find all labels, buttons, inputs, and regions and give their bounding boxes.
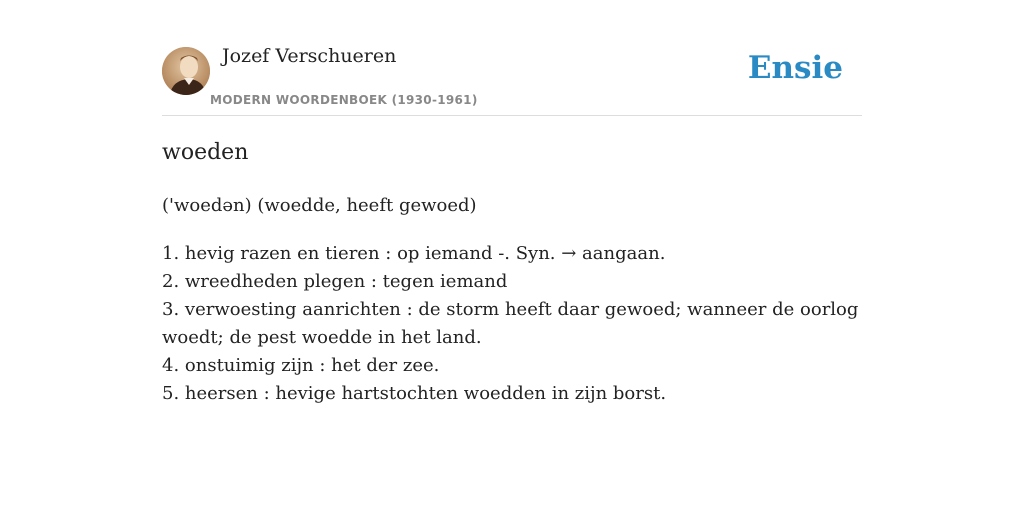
avatar[interactable] (162, 47, 210, 95)
definition-item: 5. heersen : hevige hartstochten woedden in zijn borst. (162, 383, 667, 404)
definition-list (162, 240, 862, 408)
source-label[interactable]: MODERN WOORDENBOEK (1930-1961) (210, 93, 478, 107)
definition-item: 1. hevig razen en tieren : op iemand -. Syn. → aangaan. (162, 243, 666, 264)
author-name[interactable]: Jozef Verschueren (222, 45, 397, 67)
brand-logo[interactable]: Ensie (747, 50, 843, 86)
author-portrait-icon (162, 47, 210, 95)
definition-item: 4. onstuimig zijn : het der zee. (162, 355, 440, 376)
definition-item: 3. verwoesting aanrichten : de storm heeft daar gewoed; wanneer de oorlog woedt; de pest woedde in het land. (162, 299, 859, 348)
definition-item: 2. wreedheden plegen : tegen iemand (162, 271, 508, 292)
pronunciation: ('woedən) (woedde, heeft gewoed) (162, 195, 477, 216)
header (162, 44, 862, 116)
entry-word: woeden (162, 140, 249, 165)
